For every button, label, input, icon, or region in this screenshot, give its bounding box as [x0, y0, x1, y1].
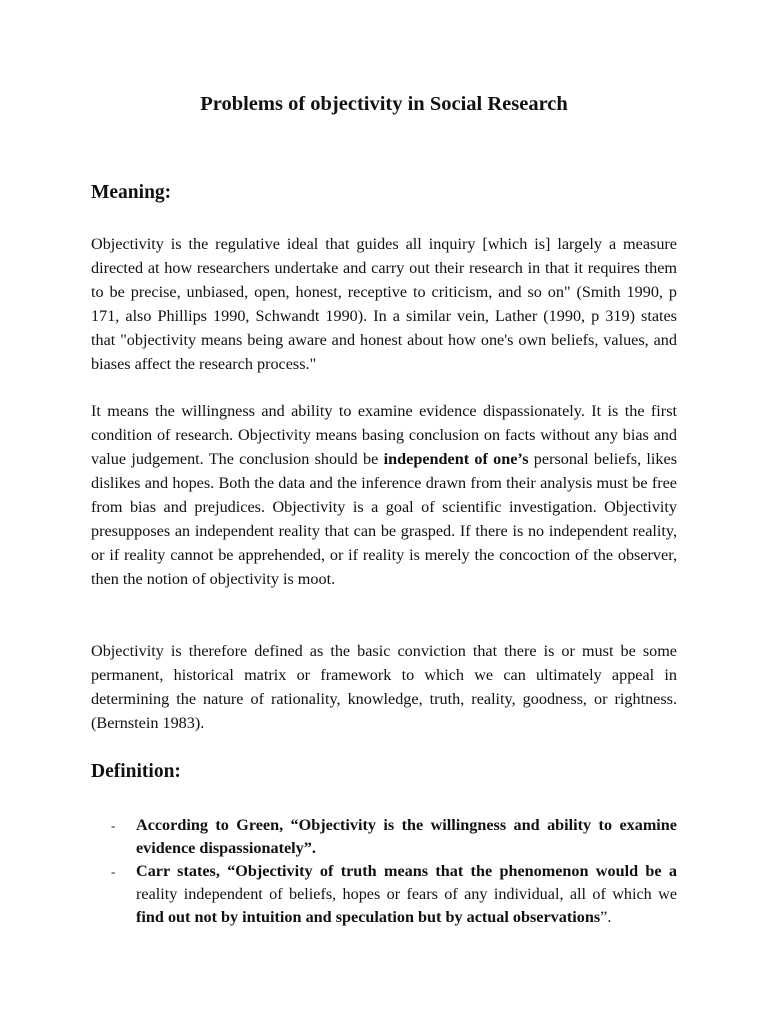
carr-normal: reality independent of beliefs, hopes or fears of any individual, all of which we	[136, 885, 677, 903]
definition-item-green	[91, 814, 677, 860]
definition-list	[91, 814, 677, 929]
meaning-paragraph-1: Objectivity is the regulative ideal that guides all inquiry [which is] largely a measure directed at how researchers undertake and carry out their research in that it requires them to be precise, unbiased, open, honest, receptive to criticism, and so on" (Smith 1990, p 171, also Phillips 1990, Schwandt 1990). In a similar vein, Lather (1990, p 319) states that "objectivity means being aware and honest about how one's own beliefs, values, and biases affect the research process."	[91, 235, 677, 373]
bullet-dash: -	[111, 864, 116, 879]
meaning-heading: Meaning:	[91, 182, 172, 203]
paragraph-2-text-a: It means the willingness and ability to examine evidence dispassionately. It is the first condition of research. Objectivity means basing conclusion on facts without any bias and value judgement. The conclusion should be	[91, 402, 677, 468]
bullet-dash: -	[111, 818, 116, 833]
paragraph-2-text-b: personal beliefs, likes dislikes and hopes. Both the data and the inference drawn from their analysis must be free from bias and prejudices. Objectivity is a goal of scientific investigation. Objectivity presupposes an independent reality that can be grasped. If there is no independent reality, or if reality cannot be apprehended, or if reality is merely the concoction of the observer, then the notion of objectivity is moot.	[91, 450, 677, 588]
carr-end: ”.	[600, 908, 612, 926]
definition-text-green: According to Green, “Objectivity is the willingness and ability to examine evidence dispassionately”.	[136, 816, 677, 857]
carr-bold-2: find out not by intuition and speculation but by actual observations	[136, 908, 601, 926]
meaning-paragraph-3: Objectivity is therefore defined as the basic conviction that there is or must be some permanent, historical matrix or framework to which we can ultimately appeal in determining the nature of rationality, knowledge, truth, reality, goodness, or rightness. (Bernstein 1983).	[91, 642, 677, 732]
definition-heading: Definition:	[91, 761, 181, 782]
carr-bold-1: Carr states, “Objectivity of truth means that the phenomenon would be a	[136, 862, 677, 880]
definition-item-carr	[91, 860, 677, 929]
meaning-paragraph-2	[91, 399, 677, 591]
paragraph-2-bold: independent of one’s	[383, 450, 529, 468]
document-title: Problems of objectivity in Social Research	[200, 93, 568, 115]
definition-text-carr	[136, 860, 677, 929]
